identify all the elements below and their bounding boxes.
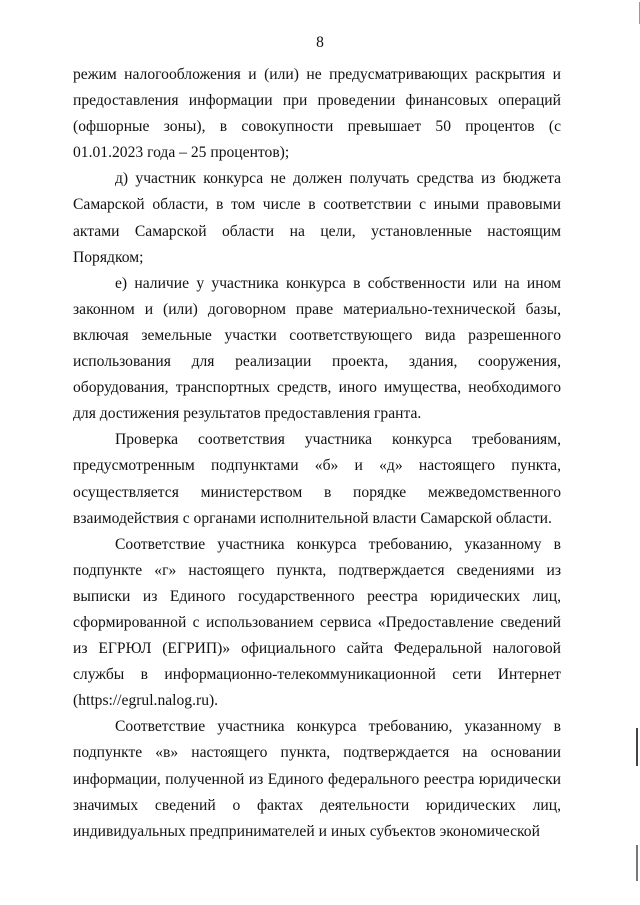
scan-edge-mark — [636, 845, 638, 881]
scan-edge-mark — [636, 728, 638, 766]
paragraph-item-e: е) наличие у участника конкурса в собственности или на ином законном и (или) договорном праве материально-технической базы, включая земельные участки соответствующего вида разрешенного использования для реализации проекта, здания, сооружения, оборудования, транспортных средств, иного имущества, необходимого для достижения результатов предоставления гранта. — [73, 274, 561, 423]
paragraph-item-d: д) участник конкурса не должен получать средства из бюджета Самарской области, в том числе в соответствии с иными правовыми актами Самарской области на цели, установленные настоящим Порядком; — [73, 170, 561, 266]
document-body — [73, 62, 561, 845]
paragraph-compliance-v: Соответствие участника конкурса требованию, указанному в подпункте «в» настоящего пункта, подтверждается на основании информации, полученной из Единого федерального реестра юридически значимых сведений о фактах деятельности юридических лиц, индивидуальных предпринимателей и иных субъектов экономической — [73, 718, 561, 840]
paragraph-offshore-continuation: режим налогообложения и (или) не предусматривающих раскрытия и предоставления информации при проведении финансовых операций (офшорные зоны), в совокупности превышает 50 процентов (с 01.01.2023 года – 25 процентов); — [73, 66, 561, 162]
paragraph-verification-b-d: Проверка соответствия участника конкурса требованиям, предусмотренным подпунктами «б» и «д» настоящего пункта, осуществляется министерством в порядке межведомственного взаимодействия с органами исполнительной власти Самарской области. — [73, 431, 561, 527]
page-number: 8 — [316, 34, 324, 51]
paragraph-compliance-g: Соответствие участника конкурса требованию, указанному в подпункте «г» настоящего пункта, подтверждается сведениями из выписки из Единого государственного реестра юридических лиц, сформированной с использованием сервиса «Предоставление сведений из ЕГРЮЛ (ЕГРИП)» официального сайта Федеральной налоговой службы в информационно-телекоммуникационной сети Интернет (https://egrul.nalog.ru). — [73, 535, 561, 710]
